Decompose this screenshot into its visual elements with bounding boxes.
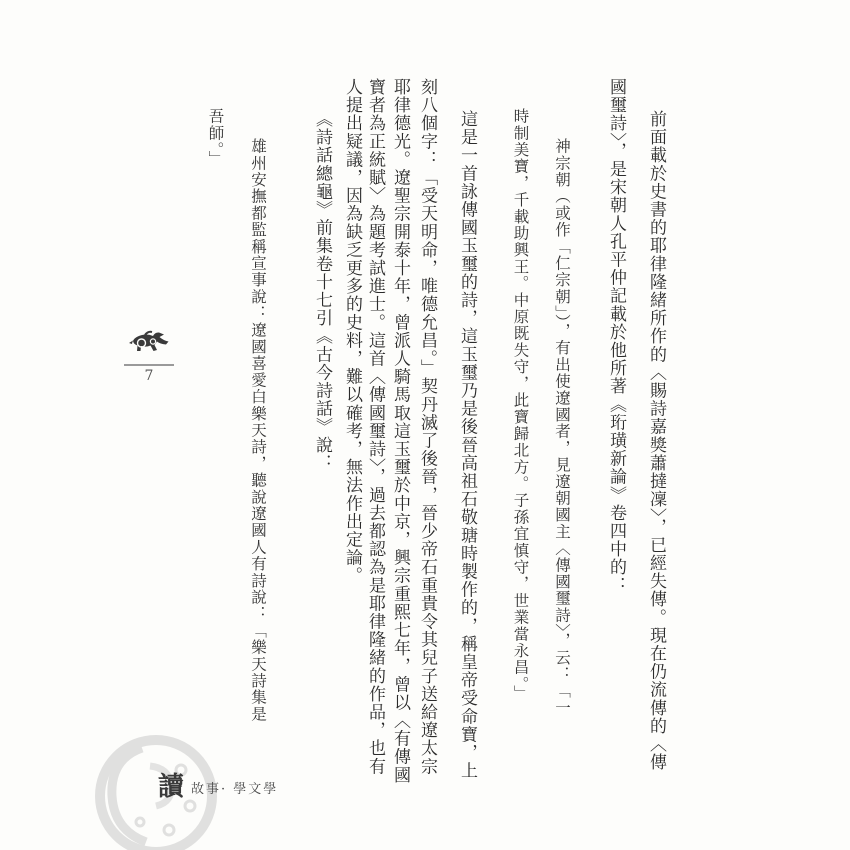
quote-column: 吾師。」 xyxy=(206,108,225,168)
text-column: 《詩話總龜》前集卷十七引《古今詩話》說： xyxy=(312,110,332,472)
logo-read-character: 讀 xyxy=(158,772,185,802)
text-column: 刻八個字：「受天明命，唯德允昌。」契丹滅了後晉，晉少帝石重貴令其兒子送給遼太宗 xyxy=(417,78,437,776)
text-column: 寶者為正統賦〉為題考試進士。這首〈傳國璽詩〉，過去都認為是耶律隆緒的作品，也有 xyxy=(365,78,385,776)
quote-column: 神宗朝（或作「仁宗朝」），有出使遼國者，見遼朝國主〈傳國璽詩〉，云：「一 xyxy=(553,138,571,716)
quote-column: 時制美寶，千載助興王。中原既失守，此寶歸北方。子孫宜慎守，世業當永昌。」 xyxy=(511,108,530,702)
quote-column: 雄州安撫都監稱宣事說：遼國喜愛白樂天詩，聽說遼國人有詩說：「樂天詩集是 xyxy=(249,138,267,723)
marker-divider xyxy=(124,364,174,366)
running-beast-ornament-icon xyxy=(125,341,173,360)
page-number: 7 xyxy=(144,368,154,384)
text-column: 前面載於史書的耶律隆緒所作的〈賜詩嘉獎蕭撻凜〉，已經失傳。現在仍流傳的〈傳 xyxy=(646,110,666,772)
main-text xyxy=(207,78,664,800)
text-column: 國璽詩〉，是宋朝人孔平仲記載於他所著《珩璜新論》卷四中的： xyxy=(606,78,626,595)
series-logo xyxy=(158,774,278,800)
text-column: 耶律德光。遼聖宗開泰十年，曾派人騎馬取這玉璽於中京，興宗重熙七年，曾以〈有傳國 xyxy=(390,78,410,784)
logo-tagline: 故事· 學文學 xyxy=(191,781,279,797)
page-margin-marker xyxy=(122,328,176,384)
text-column: 這是一首詠傳國玉璽的詩，這玉璽乃是後晉高祖石敬瑭時製作的，稱皇帝受命寶，上 xyxy=(457,110,477,780)
text-column: 人提出疑議，因為缺乏更多的史料，難以確考，無法作出定論。 xyxy=(342,78,362,585)
